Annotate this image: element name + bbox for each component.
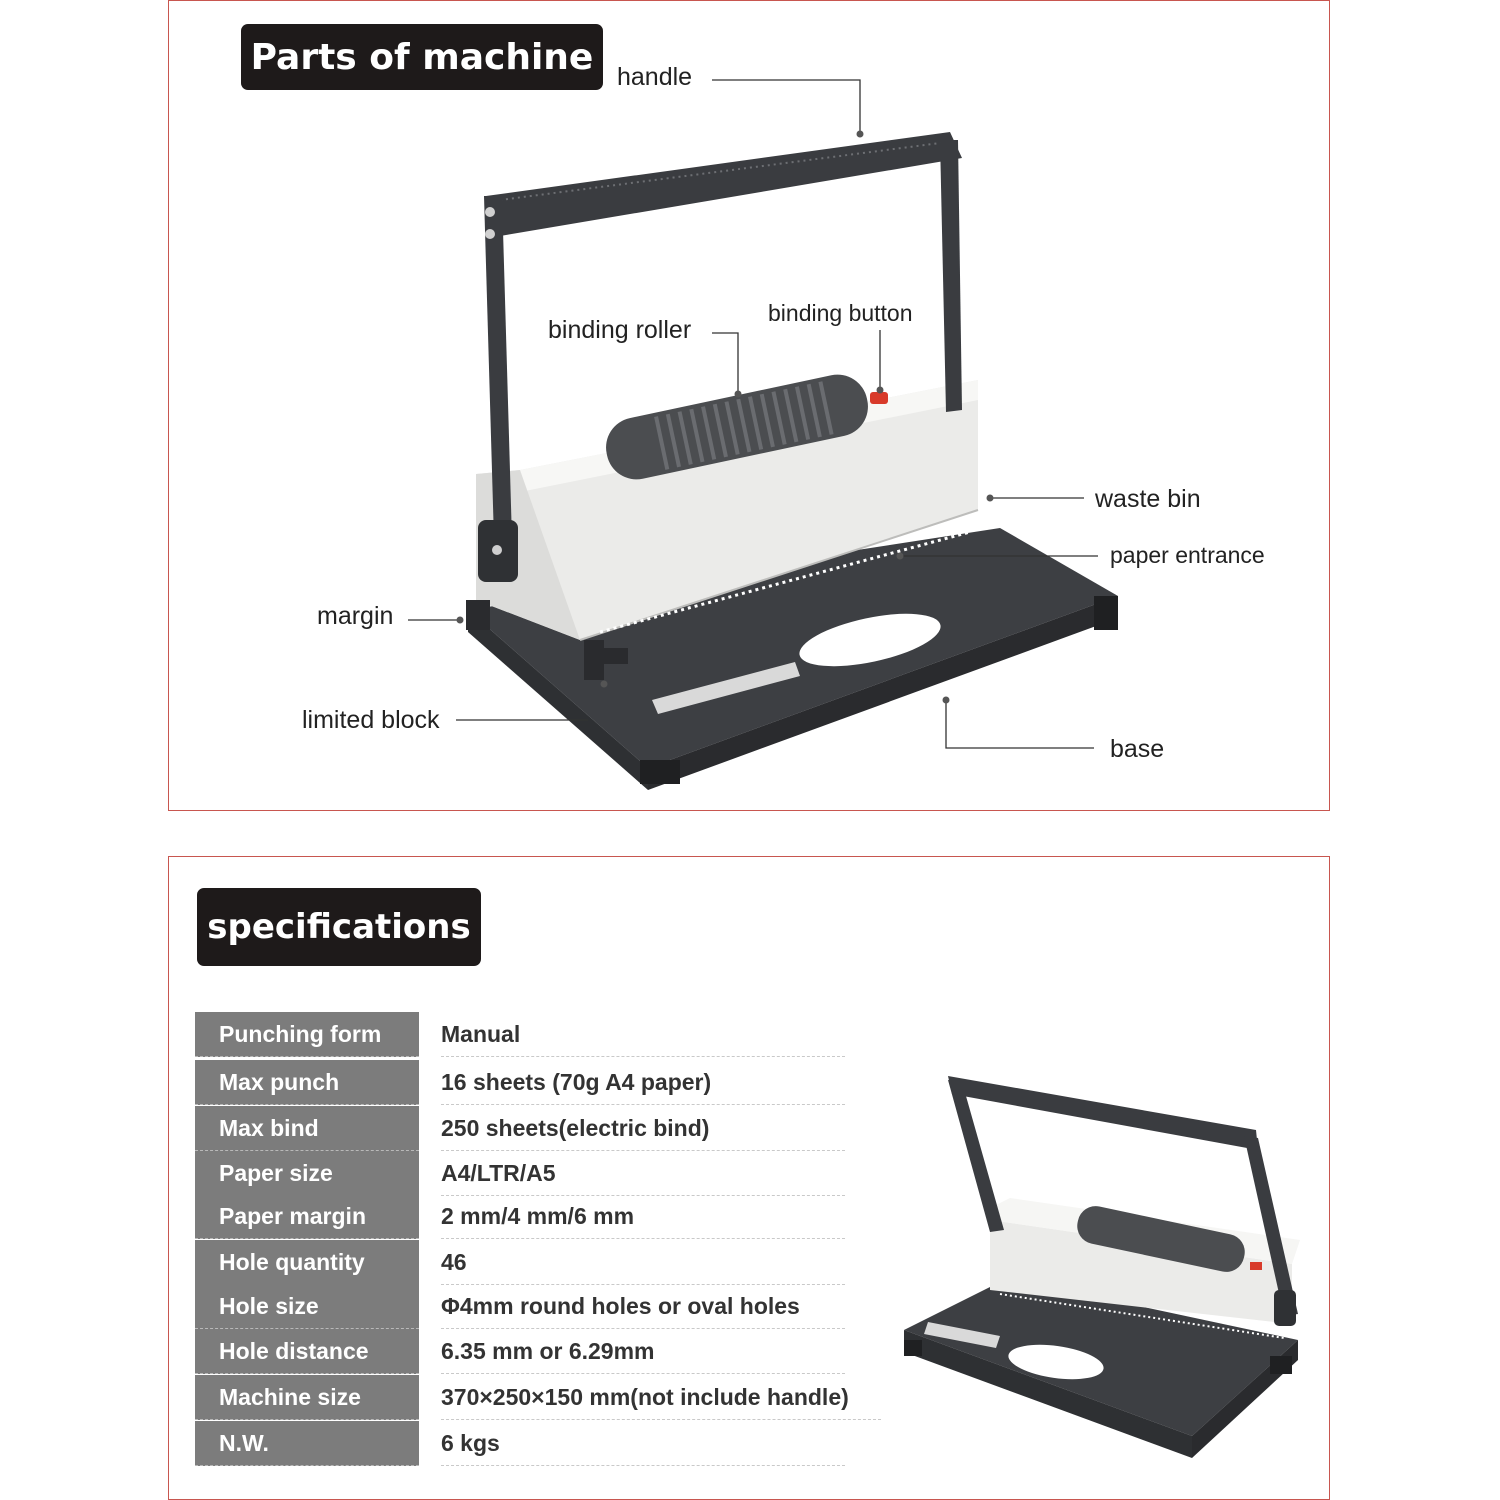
- callout-binding-roller: binding roller: [548, 316, 692, 344]
- spec-value: 250 sheets(electric bind): [441, 1106, 845, 1151]
- spec-value: 370×250×150 mm(not include handle): [441, 1375, 881, 1420]
- spec-label: N.W.: [195, 1421, 419, 1466]
- specs-title: specifications: [197, 888, 481, 966]
- callout-paper-entrance: paper entrance: [1110, 542, 1265, 568]
- spec-value: A4/LTR/A5: [441, 1151, 845, 1196]
- spec-value: 6.35 mm or 6.29mm: [441, 1329, 845, 1374]
- spec-label: Machine size: [195, 1375, 419, 1420]
- spec-label: Hole distance: [195, 1329, 419, 1374]
- spec-value: 2 mm/4 mm/6 mm: [441, 1194, 845, 1239]
- spec-label: Max punch: [195, 1060, 419, 1105]
- parts-title: Parts of machine: [241, 24, 603, 90]
- callout-base: base: [1110, 735, 1165, 763]
- spec-value: 6 kgs: [441, 1421, 845, 1466]
- spec-label: Hole size: [195, 1284, 419, 1329]
- spec-label: Paper size: [195, 1151, 419, 1196]
- callout-margin: margin: [317, 602, 394, 630]
- spec-value: Manual: [441, 1012, 845, 1057]
- spec-value: Φ4mm round holes or oval holes: [441, 1284, 845, 1329]
- callout-waste-bin: waste bin: [1095, 485, 1201, 513]
- spec-value: 46: [441, 1240, 845, 1285]
- callout-handle: handle: [617, 63, 693, 91]
- spec-value: 16 sheets (70g A4 paper): [441, 1060, 845, 1105]
- callout-binding-button: binding button: [768, 300, 913, 326]
- spec-label: Hole quantity: [195, 1240, 419, 1285]
- callout-limited-block: limited block: [302, 706, 440, 734]
- spec-label: Max bind: [195, 1106, 419, 1151]
- spec-label: Punching form: [195, 1012, 419, 1057]
- spec-label: Paper margin: [195, 1194, 419, 1239]
